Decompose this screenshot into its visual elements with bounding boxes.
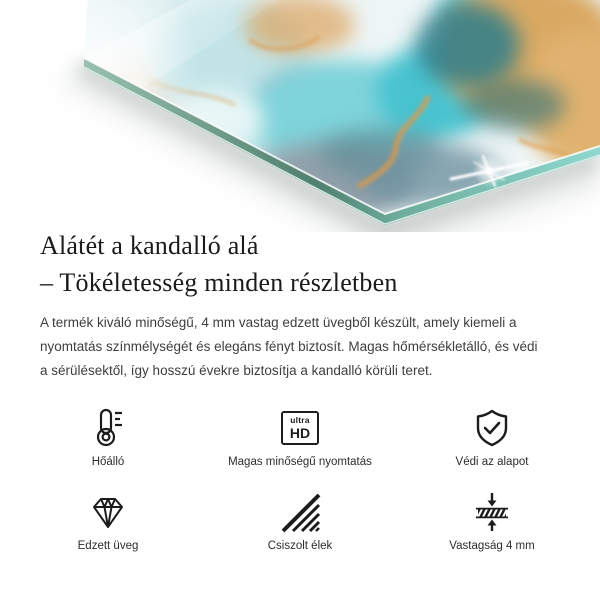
title-line-1: Alátét a kandalló alá	[40, 231, 259, 260]
polished-edges-icon	[278, 490, 322, 534]
feature-label: Csiszolt élek	[267, 540, 333, 552]
ultra-hd-icon	[281, 411, 319, 445]
feature-label: Vastagság 4 mm	[449, 540, 535, 552]
hero-product-image	[0, 0, 600, 232]
shield-check-icon	[470, 406, 514, 450]
product-description: A termék kiváló minőségű, 4 mm vastag edzett üvegből készült, amely kiemeli a nyomtatás színmélységét és elegáns fényt biztosít. Magas hőmérsékletálló, és védi a sérülésektől, így hosszú évekre biztosítja a kandalló körüli teret.	[40, 315, 538, 378]
feature-label: Hőálló	[91, 456, 125, 468]
uhd-text-top: ultra	[290, 415, 310, 426]
feature-polished-edges	[204, 482, 396, 566]
diamond-icon	[86, 490, 130, 534]
thickness-icon	[470, 490, 514, 534]
feature-label: Védi az alapot	[455, 456, 529, 468]
feature-label: Edzett üveg	[77, 540, 139, 552]
features-grid	[12, 398, 588, 566]
title-line-2: – Tökéletesség minden részletben	[40, 268, 398, 297]
feature-tempered-glass	[12, 482, 204, 566]
thermometer-icon	[86, 406, 130, 450]
section-title	[40, 227, 560, 301]
glass-panel-photo	[0, 0, 600, 232]
feature-thickness	[396, 482, 588, 566]
uhd-text-bottom: HD	[289, 424, 311, 441]
feature-label: Magas minőségű nyomtatás	[228, 456, 372, 468]
feature-protects-base	[396, 398, 588, 482]
feature-hd-print	[204, 398, 396, 482]
feature-heat-resistant	[12, 398, 204, 482]
